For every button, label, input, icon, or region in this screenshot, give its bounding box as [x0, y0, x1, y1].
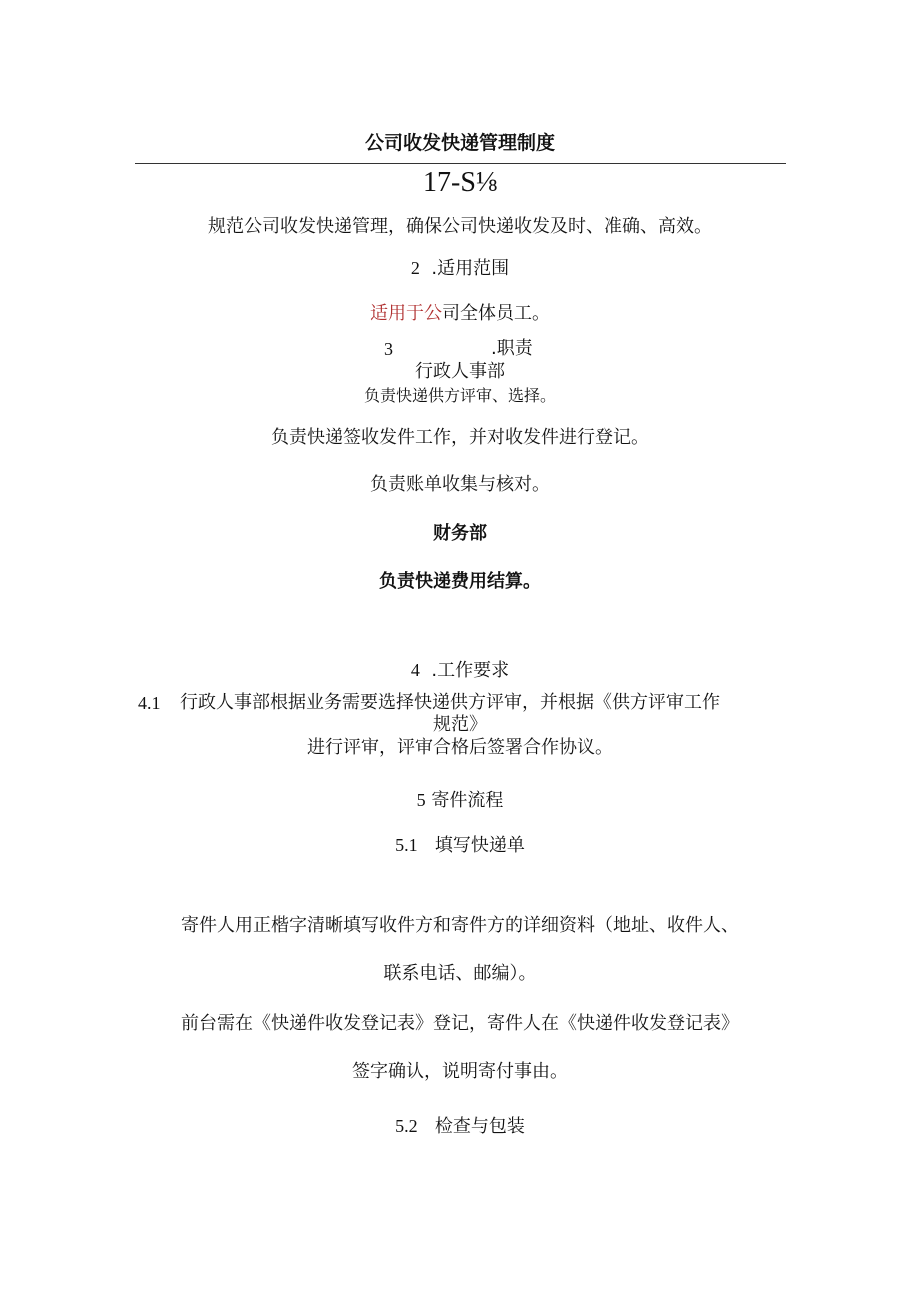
section-5-title: 寄件流程: [431, 790, 504, 811]
section-4-number: 4: [410, 660, 420, 680]
section-4-title: .工作要求: [431, 660, 510, 681]
finance-duty-1: 负责快递费用结算。: [379, 571, 541, 592]
section-5-1-number: 5.1: [395, 835, 418, 855]
section-3-title: .职责: [491, 338, 533, 359]
section-5-2-heading: [0, 1114, 920, 1139]
document-title: 公司收发快递管理制度: [364, 132, 555, 154]
section-2-heading: [0, 256, 920, 281]
dept-admin-heading: 行政人事部: [415, 361, 505, 382]
section-1-heading: 17-S⅛: [423, 167, 497, 198]
item-4-1-line-1: 行政人事部根据业务需要选择快递供方评审，并根据《供方评审工作: [180, 692, 720, 713]
section-5-2-number: 5.2: [395, 1116, 418, 1136]
item-4-1-number: 4.1: [138, 693, 161, 713]
scope-text-rest: 司全体员工。: [442, 303, 550, 324]
dept-finance-heading: 财务部: [433, 523, 487, 544]
item-4-1-line-3: 进行评审，评审合格后签署合作协议。: [307, 737, 613, 758]
section-5-1-heading: [0, 833, 920, 858]
scope-text: [0, 302, 920, 326]
section-2-title: .适用范围: [431, 258, 510, 279]
admin-duty-1: 负责快递供方评审、选择。: [363, 386, 556, 405]
item-4-1-line-2: 规范》: [433, 714, 487, 735]
section-2-number: 2: [410, 258, 420, 278]
admin-duty-2: 负责快递签收发件工作，并对收发件进行登记。: [271, 427, 649, 448]
section-5-1-title: 填写快递单: [434, 835, 525, 856]
section-5-heading: [0, 788, 920, 813]
flow-text-2: 联系电话、邮编）。: [383, 963, 537, 984]
admin-duty-3: 负责账单收集与核对。: [370, 474, 550, 495]
purpose-text: 规范公司收发快递管理，确保公司快递收发及时、准确、高效。: [208, 216, 712, 237]
section-4-heading: [0, 658, 920, 683]
title-divider: [135, 163, 786, 164]
scope-text-highlight: 适用于公: [370, 303, 442, 324]
flow-text-1: 寄件人用正楷字清晰填写收件方和寄件方的详细资料（地址、收件人、: [181, 915, 739, 936]
flow-text-4: 签字确认，说明寄付事由。: [352, 1061, 568, 1082]
section-5-2-title: 检查与包装: [434, 1116, 525, 1137]
flow-text-3: 前台需在《快递件收发登记表》登记，寄件人在《快递件收发登记表》: [181, 1013, 739, 1034]
section-5-number: 5: [416, 790, 426, 810]
section-3-number: 3: [384, 339, 393, 359]
